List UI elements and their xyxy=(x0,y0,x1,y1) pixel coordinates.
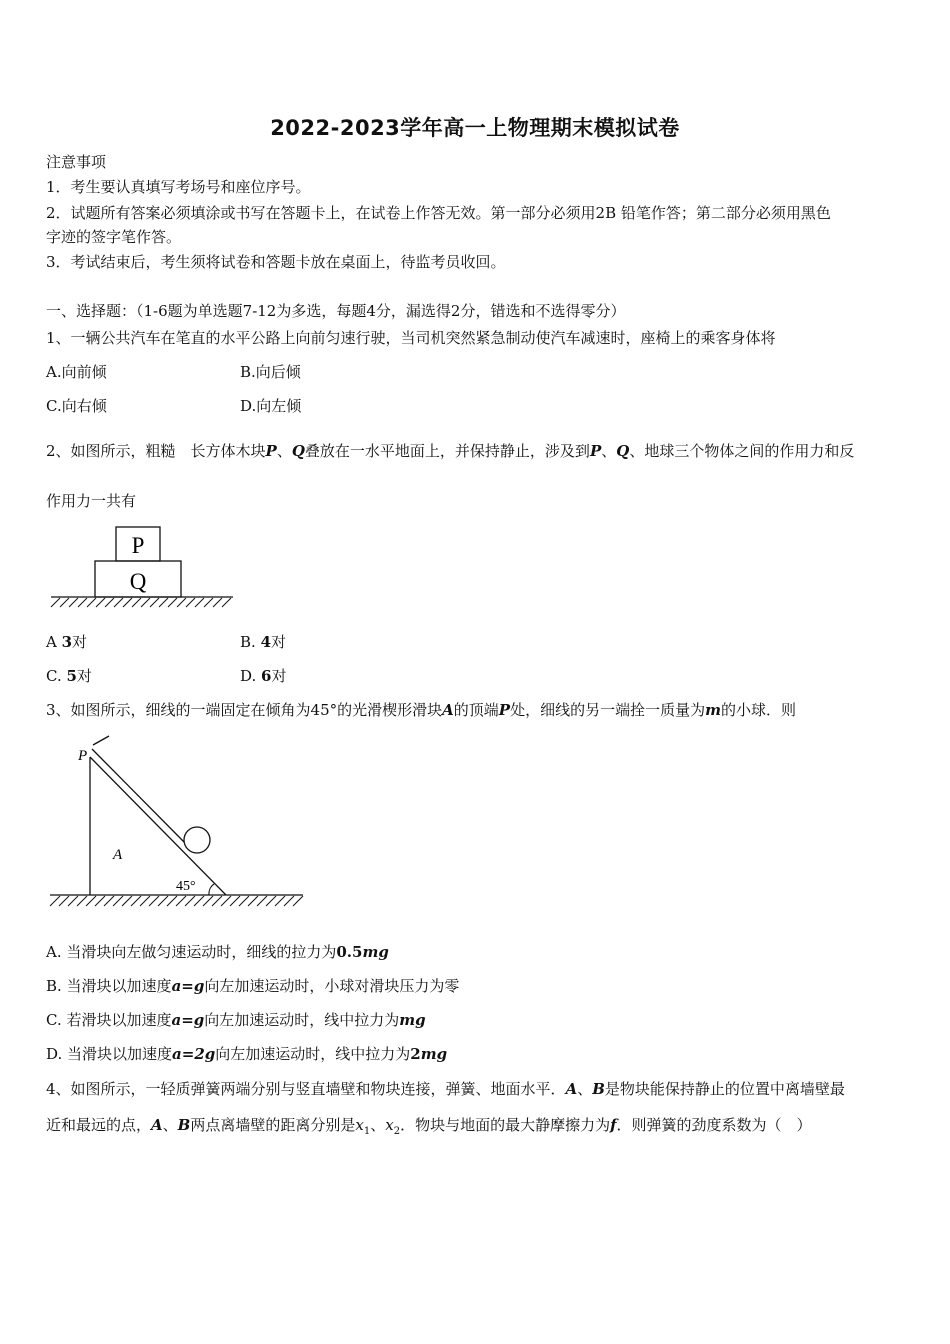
hatch-mark xyxy=(86,896,96,906)
q2-var-p2: P xyxy=(589,442,602,460)
hatch-mark xyxy=(194,896,204,906)
opt-unit: 对 xyxy=(271,667,287,685)
opt-var: a=g xyxy=(171,1011,205,1029)
opt-num: 4 xyxy=(260,633,271,651)
q4-text: ．物块与地面的最大静摩擦力为 xyxy=(400,1116,611,1134)
notice-item-3: 3．考试结束后，考生须将试卷和答题卡放在桌面上，待监考员收回。 xyxy=(46,253,506,271)
hatch-mark xyxy=(221,896,231,906)
hatch-mark xyxy=(176,896,186,906)
q3-option-b xyxy=(46,976,459,996)
opt-letter: B. xyxy=(240,633,261,651)
q4-text: 4、如图所示，一轻质弹簧两端分别与竖直墙壁和物块连接，弹簧、地面水平． xyxy=(46,1080,566,1098)
opt-var: mg xyxy=(362,943,389,961)
question-4-stem-line2 xyxy=(46,1115,812,1142)
hatch-mark xyxy=(68,896,78,906)
q1-option-b: B.向后倾 xyxy=(240,363,301,381)
question-1-stem: 1、一辆公共汽车在笔直的水平公路上向前匀速行驶，当司机突然紧急制动使汽车减速时，座椅上的乘客身体将 xyxy=(46,329,776,347)
opt-var-tail: mg xyxy=(420,1045,448,1063)
page-title: 2022-2023学年高一上物理期末模拟试卷 xyxy=(270,116,680,140)
q2-sep2: 、 xyxy=(601,442,617,460)
block-a-label: A xyxy=(113,847,123,863)
q1-option-c: C.向右倾 xyxy=(46,397,107,415)
hatch-mark xyxy=(275,896,285,906)
q3-stem-part-c: 处，细线的另一端拴一质量为 xyxy=(510,701,706,719)
q4-text: 两点离墙壁的距离分别是 xyxy=(190,1116,356,1134)
hatch-mark xyxy=(149,896,159,906)
opt-text: B. 当滑块以加速度 xyxy=(46,977,172,995)
hatch-mark xyxy=(212,896,222,906)
hatch-mark xyxy=(185,896,195,906)
opt-letter: D. xyxy=(240,667,262,685)
q4-var-x2: x xyxy=(385,1116,394,1134)
q1-option-d: D.向左倾 xyxy=(240,397,302,415)
q4-var-b: B xyxy=(177,1116,191,1134)
q3-option-c xyxy=(46,1010,426,1030)
q2-stem-part-b: 叠放在一水平地面上，并保持静止，涉及到 xyxy=(304,442,590,460)
q2-stem-part-a: 2、如图所示，粗糙 长方体木块 xyxy=(46,442,266,460)
wedge-incline xyxy=(90,757,226,895)
hatch-mark xyxy=(59,896,69,906)
notice-item-2: 2．试题所有答案必须填涂或书写在答题卡上，在试卷上作答无效。第一部分必须用2B 铅笔作答；第二部分必须用黑色 xyxy=(46,204,831,222)
hatch-mark xyxy=(77,896,87,906)
opt-text: D. 当滑块以加速度 xyxy=(46,1045,173,1063)
q2-var-q: Q xyxy=(291,442,305,460)
hatch-mark xyxy=(293,896,303,906)
q3-stem-part-b: 的顶端 xyxy=(453,701,499,719)
opt-text: A. 当滑块向左做匀速运动时，细线的拉力为 xyxy=(46,943,337,961)
hatch-mark xyxy=(239,896,249,906)
opt-text-tail: 向左加速运动时，线中拉力为 xyxy=(215,1045,411,1063)
hatch-mark xyxy=(203,896,213,906)
q2-var-p: P xyxy=(265,442,277,460)
opt-unit: 对 xyxy=(72,633,88,651)
opt-text-tail: 向左加速运动时，小球对滑块压力为零 xyxy=(204,977,460,995)
notice-heading: 注意事项 xyxy=(46,153,107,171)
question-4-stem-line1 xyxy=(46,1079,845,1099)
hatch-mark xyxy=(158,896,168,906)
q4-sub-2: 2 xyxy=(393,1126,401,1137)
q3-stem-part-d: 的小球．则 xyxy=(720,701,796,719)
opt-unit: 对 xyxy=(271,633,287,651)
q3-var-p: P xyxy=(498,701,511,719)
q4-var-x1: x xyxy=(355,1116,364,1134)
q4-text: 近和最远的点， xyxy=(46,1116,152,1134)
q4-sep: 、 xyxy=(162,1116,178,1134)
q4-var-f: f xyxy=(610,1116,617,1134)
notice-item-1: 1．考生要认真填写考场号和座位序号。 xyxy=(46,178,311,196)
q4-sep: 、 xyxy=(577,1080,593,1098)
q4-var-a: A xyxy=(565,1080,578,1098)
ball xyxy=(184,827,210,853)
hatch-mark xyxy=(95,896,105,906)
hatch-mark xyxy=(167,896,177,906)
opt-num: 6 xyxy=(261,667,272,685)
opt-num: 3 xyxy=(61,633,73,651)
hatch-mark xyxy=(230,896,240,906)
ground-hatching xyxy=(50,896,303,906)
block-p-label: P xyxy=(131,533,145,558)
string xyxy=(92,749,188,846)
string-top-tick xyxy=(93,736,109,745)
opt-var: a=g xyxy=(171,977,205,995)
opt-text-tail: 向左加速运动时，线中拉力为 xyxy=(204,1011,400,1029)
angle-arc xyxy=(209,884,214,895)
q4-sub-1: 1 xyxy=(363,1126,371,1137)
hatch-mark xyxy=(266,896,276,906)
q4-var-b: B xyxy=(592,1080,605,1098)
q4-text: ．则弹簧的劲度系数为（ ） xyxy=(616,1116,812,1134)
q4-text: 是物块能保持静止的位置中离墙壁最 xyxy=(604,1080,845,1098)
hatch-mark xyxy=(122,896,132,906)
hatch-mark xyxy=(113,896,123,906)
hatch-mark xyxy=(104,896,114,906)
q3-var-a: A xyxy=(442,701,454,719)
opt-var-tail: mg xyxy=(399,1011,426,1029)
opt-num-tail: 2 xyxy=(410,1045,421,1063)
question-2-stem-cont: 作用力一共有 xyxy=(46,492,137,510)
q4-sep: 、 xyxy=(370,1116,386,1134)
hatch-mark xyxy=(248,896,258,906)
notice-item-2-cont: 字迹的签字笔作答。 xyxy=(46,228,182,246)
hatch-mark xyxy=(140,896,150,906)
angle-label: 45° xyxy=(176,879,196,894)
opt-num: 5 xyxy=(66,667,77,685)
hatch-mark xyxy=(131,896,141,906)
opt-value: 0.5 xyxy=(336,943,363,961)
q4-var-a: A xyxy=(151,1116,163,1134)
section-heading: 一、选择题：（1-6题为单选题7-12为多选，每题4分，漏选得2分，错选和不选得零分） xyxy=(46,302,626,320)
opt-unit: 对 xyxy=(76,667,92,685)
hatch-mark xyxy=(50,896,60,906)
q2-var-q2: Q xyxy=(616,442,630,460)
q3-option-a xyxy=(46,942,389,962)
block-q-label: Q xyxy=(129,569,147,594)
hatch-mark xyxy=(284,896,294,906)
q3-var-m: m xyxy=(705,701,721,719)
opt-text: C. 若滑块以加速度 xyxy=(46,1011,172,1029)
opt-letter: C. xyxy=(46,667,67,685)
q1-option-a: A.向前倾 xyxy=(46,363,107,381)
q2-sep: 、 xyxy=(276,442,292,460)
q2-stem-part-c: 、地球三个物体之间的作用力和反 xyxy=(629,442,855,460)
opt-var: a=2g xyxy=(172,1045,216,1063)
opt-letter: A xyxy=(46,633,62,651)
point-p-label: P xyxy=(78,748,88,764)
q3-option-d xyxy=(46,1044,447,1064)
q3-stem-part-a: 3、如图所示，细线的一端固定在倾角为45°的光滑楔形滑块 xyxy=(46,701,443,719)
hatch-mark xyxy=(257,896,267,906)
